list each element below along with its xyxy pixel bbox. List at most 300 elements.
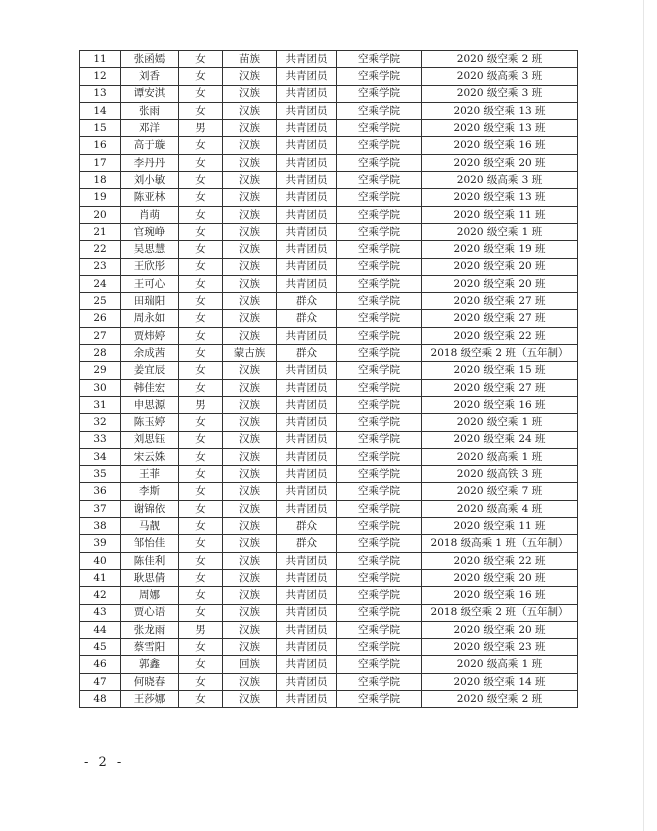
ethnicity-cell: 汉族	[223, 362, 277, 379]
row-number-cell: 17	[80, 154, 121, 171]
political-status-cell: 共青团员	[277, 673, 337, 690]
name-cell: 田瑞阳	[121, 293, 179, 310]
table-row	[80, 120, 578, 137]
gender-cell: 女	[179, 172, 223, 189]
table-row	[80, 621, 578, 638]
political-status-cell: 共青团员	[277, 85, 337, 102]
table-row	[80, 137, 578, 154]
ethnicity-cell: 汉族	[223, 206, 277, 223]
ethnicity-cell: 回族	[223, 656, 277, 673]
class-cell: 2018 级空乘 2 班（五年制）	[422, 345, 578, 362]
class-cell: 2020 级空乘 24 班	[422, 431, 578, 448]
table-row	[80, 172, 578, 189]
name-cell: 官琬峥	[121, 223, 179, 240]
row-number-cell: 40	[80, 552, 121, 569]
ethnicity-cell: 汉族	[223, 587, 277, 604]
class-cell: 2020 级空乘 19 班	[422, 241, 578, 258]
college-cell: 空乘学院	[337, 293, 422, 310]
name-cell: 王菲	[121, 466, 179, 483]
table-row	[80, 310, 578, 327]
name-cell: 张龙雨	[121, 621, 179, 638]
political-status-cell: 共青团员	[277, 483, 337, 500]
name-cell: 刘香	[121, 68, 179, 85]
gender-cell: 女	[179, 362, 223, 379]
gender-cell: 女	[179, 137, 223, 154]
political-status-cell: 群众	[277, 345, 337, 362]
political-status-cell: 共青团员	[277, 656, 337, 673]
name-cell: 蔡雪阳	[121, 639, 179, 656]
row-number-cell: 25	[80, 293, 121, 310]
row-number-cell: 26	[80, 310, 121, 327]
college-cell: 空乘学院	[337, 362, 422, 379]
college-cell: 空乘学院	[337, 448, 422, 465]
ethnicity-cell: 汉族	[223, 68, 277, 85]
political-status-cell: 共青团员	[277, 604, 337, 621]
row-number-cell: 35	[80, 466, 121, 483]
class-cell: 2020 级空乘 3 班	[422, 85, 578, 102]
table-row	[80, 690, 578, 707]
gender-cell: 女	[179, 102, 223, 119]
college-cell: 空乘学院	[337, 206, 422, 223]
gender-cell: 男	[179, 120, 223, 137]
college-cell: 空乘学院	[337, 51, 422, 68]
political-status-cell: 共青团员	[277, 137, 337, 154]
table-row	[80, 639, 578, 656]
class-cell: 2020 级空乘 16 班	[422, 396, 578, 413]
gender-cell: 女	[179, 518, 223, 535]
name-cell: 宋云姝	[121, 448, 179, 465]
class-cell: 2020 级空乘 11 班	[422, 206, 578, 223]
political-status-cell: 共青团员	[277, 569, 337, 586]
row-number-cell: 15	[80, 120, 121, 137]
table-row	[80, 362, 578, 379]
ethnicity-cell: 汉族	[223, 327, 277, 344]
political-status-cell: 共青团员	[277, 379, 337, 396]
class-cell: 2018 级空乘 2 班（五年制）	[422, 604, 578, 621]
table-row	[80, 500, 578, 517]
gender-cell: 女	[179, 68, 223, 85]
row-number-cell: 21	[80, 223, 121, 240]
ethnicity-cell: 汉族	[223, 137, 277, 154]
table-row	[80, 258, 578, 275]
class-cell: 2020 级空乘 22 班	[422, 552, 578, 569]
class-cell: 2020 级空乘 27 班	[422, 310, 578, 327]
table-row	[80, 673, 578, 690]
college-cell: 空乘学院	[337, 552, 422, 569]
ethnicity-cell: 苗族	[223, 51, 277, 68]
political-status-cell: 共青团员	[277, 621, 337, 638]
ethnicity-cell: 汉族	[223, 223, 277, 240]
college-cell: 空乘学院	[337, 137, 422, 154]
gender-cell: 女	[179, 431, 223, 448]
class-cell: 2020 级空乘 1 班	[422, 414, 578, 431]
name-cell: 陈玉婷	[121, 414, 179, 431]
college-cell: 空乘学院	[337, 604, 422, 621]
table-row	[80, 535, 578, 552]
name-cell: 贾炜婷	[121, 327, 179, 344]
gender-cell: 女	[179, 189, 223, 206]
row-number-cell: 44	[80, 621, 121, 638]
gender-cell: 女	[179, 535, 223, 552]
name-cell: 谢锦依	[121, 500, 179, 517]
political-status-cell: 共青团员	[277, 362, 337, 379]
row-number-cell: 30	[80, 379, 121, 396]
row-number-cell: 48	[80, 690, 121, 707]
row-number-cell: 18	[80, 172, 121, 189]
row-number-cell: 41	[80, 569, 121, 586]
political-status-cell: 群众	[277, 293, 337, 310]
class-cell: 2020 级空乘 27 班	[422, 379, 578, 396]
gender-cell: 女	[179, 51, 223, 68]
ethnicity-cell: 汉族	[223, 621, 277, 638]
college-cell: 空乘学院	[337, 518, 422, 535]
class-cell: 2020 级空乘 23 班	[422, 639, 578, 656]
ethnicity-cell: 汉族	[223, 466, 277, 483]
name-cell: 贾心语	[121, 604, 179, 621]
ethnicity-cell: 汉族	[223, 518, 277, 535]
college-cell: 空乘学院	[337, 223, 422, 240]
table-row	[80, 189, 578, 206]
class-cell: 2020 级空乘 2 班	[422, 51, 578, 68]
class-cell: 2020 级空乘 1 班	[422, 223, 578, 240]
gender-cell: 女	[179, 293, 223, 310]
row-number-cell: 33	[80, 431, 121, 448]
gender-cell: 女	[179, 673, 223, 690]
ethnicity-cell: 汉族	[223, 414, 277, 431]
political-status-cell: 共青团员	[277, 690, 337, 707]
row-number-cell: 23	[80, 258, 121, 275]
table-row	[80, 604, 578, 621]
table-row	[80, 68, 578, 85]
gender-cell: 女	[179, 690, 223, 707]
gender-cell: 女	[179, 466, 223, 483]
college-cell: 空乘学院	[337, 414, 422, 431]
name-cell: 余成茜	[121, 345, 179, 362]
name-cell: 姜宜辰	[121, 362, 179, 379]
gender-cell: 男	[179, 621, 223, 638]
row-number-cell: 12	[80, 68, 121, 85]
political-status-cell: 共青团员	[277, 68, 337, 85]
ethnicity-cell: 汉族	[223, 639, 277, 656]
class-cell: 2020 级空乘 2 班	[422, 690, 578, 707]
gender-cell: 女	[179, 310, 223, 327]
gender-cell: 女	[179, 379, 223, 396]
row-number-cell: 29	[80, 362, 121, 379]
class-cell: 2020 级空乘 16 班	[422, 587, 578, 604]
ethnicity-cell: 汉族	[223, 604, 277, 621]
name-cell: 邹怡佳	[121, 535, 179, 552]
gender-cell: 女	[179, 604, 223, 621]
row-number-cell: 16	[80, 137, 121, 154]
gender-cell: 男	[179, 396, 223, 413]
class-cell: 2020 级空乘 20 班	[422, 258, 578, 275]
political-status-cell: 共青团员	[277, 258, 337, 275]
ethnicity-cell: 汉族	[223, 154, 277, 171]
gender-cell: 女	[179, 587, 223, 604]
table-row	[80, 483, 578, 500]
roster-table	[79, 50, 578, 708]
political-status-cell: 共青团员	[277, 189, 337, 206]
gender-cell: 女	[179, 552, 223, 569]
ethnicity-cell: 汉族	[223, 172, 277, 189]
ethnicity-cell: 蒙古族	[223, 345, 277, 362]
class-cell: 2020 级空乘 13 班	[422, 120, 578, 137]
class-cell: 2020 级空乘 16 班	[422, 137, 578, 154]
row-number-cell: 24	[80, 275, 121, 292]
college-cell: 空乘学院	[337, 466, 422, 483]
ethnicity-cell: 汉族	[223, 275, 277, 292]
college-cell: 空乘学院	[337, 431, 422, 448]
college-cell: 空乘学院	[337, 258, 422, 275]
ethnicity-cell: 汉族	[223, 120, 277, 137]
table-row	[80, 518, 578, 535]
row-number-cell: 38	[80, 518, 121, 535]
ethnicity-cell: 汉族	[223, 189, 277, 206]
table-row	[80, 327, 578, 344]
gender-cell: 女	[179, 85, 223, 102]
gender-cell: 女	[179, 327, 223, 344]
row-number-cell: 47	[80, 673, 121, 690]
ethnicity-cell: 汉族	[223, 293, 277, 310]
name-cell: 郭鑫	[121, 656, 179, 673]
table-row	[80, 569, 578, 586]
political-status-cell: 共青团员	[277, 552, 337, 569]
name-cell: 张函嫣	[121, 51, 179, 68]
table-row	[80, 431, 578, 448]
political-status-cell: 共青团员	[277, 120, 337, 137]
ethnicity-cell: 汉族	[223, 569, 277, 586]
political-status-cell: 共青团员	[277, 466, 337, 483]
name-cell: 李斯	[121, 483, 179, 500]
college-cell: 空乘学院	[337, 379, 422, 396]
class-cell: 2020 级高乘 1 班	[422, 448, 578, 465]
row-number-cell: 22	[80, 241, 121, 258]
table-row	[80, 587, 578, 604]
political-status-cell: 共青团员	[277, 639, 337, 656]
ethnicity-cell: 汉族	[223, 431, 277, 448]
college-cell: 空乘学院	[337, 621, 422, 638]
political-status-cell: 共青团员	[277, 396, 337, 413]
ethnicity-cell: 汉族	[223, 483, 277, 500]
table-row	[80, 345, 578, 362]
political-status-cell: 群众	[277, 310, 337, 327]
name-cell: 马靓	[121, 518, 179, 535]
name-cell: 谭安淇	[121, 85, 179, 102]
class-cell: 2020 级空乘 13 班	[422, 189, 578, 206]
name-cell: 肖萌	[121, 206, 179, 223]
name-cell: 李丹丹	[121, 154, 179, 171]
gender-cell: 女	[179, 500, 223, 517]
row-number-cell: 42	[80, 587, 121, 604]
row-number-cell: 34	[80, 448, 121, 465]
political-status-cell: 共青团员	[277, 327, 337, 344]
college-cell: 空乘学院	[337, 345, 422, 362]
class-cell: 2020 级空乘 27 班	[422, 293, 578, 310]
gender-cell: 女	[179, 154, 223, 171]
college-cell: 空乘学院	[337, 500, 422, 517]
gender-cell: 女	[179, 275, 223, 292]
college-cell: 空乘学院	[337, 68, 422, 85]
college-cell: 空乘学院	[337, 639, 422, 656]
row-number-cell: 13	[80, 85, 121, 102]
political-status-cell: 共青团员	[277, 431, 337, 448]
ethnicity-cell: 汉族	[223, 448, 277, 465]
college-cell: 空乘学院	[337, 120, 422, 137]
ethnicity-cell: 汉族	[223, 85, 277, 102]
college-cell: 空乘学院	[337, 85, 422, 102]
name-cell: 张雨	[121, 102, 179, 119]
gender-cell: 女	[179, 448, 223, 465]
gender-cell: 女	[179, 639, 223, 656]
college-cell: 空乘学院	[337, 396, 422, 413]
political-status-cell: 共青团员	[277, 448, 337, 465]
political-status-cell: 共青团员	[277, 154, 337, 171]
college-cell: 空乘学院	[337, 327, 422, 344]
gender-cell: 女	[179, 656, 223, 673]
class-cell: 2020 级高乘 3 班	[422, 172, 578, 189]
college-cell: 空乘学院	[337, 569, 422, 586]
ethnicity-cell: 汉族	[223, 535, 277, 552]
class-cell: 2020 级空乘 20 班	[422, 154, 578, 171]
college-cell: 空乘学院	[337, 189, 422, 206]
row-number-cell: 11	[80, 51, 121, 68]
name-cell: 周娜	[121, 587, 179, 604]
political-status-cell: 共青团员	[277, 51, 337, 68]
ethnicity-cell: 汉族	[223, 552, 277, 569]
table-row	[80, 414, 578, 431]
ethnicity-cell: 汉族	[223, 673, 277, 690]
gender-cell: 女	[179, 258, 223, 275]
class-cell: 2020 级高乘 3 班	[422, 68, 578, 85]
college-cell: 空乘学院	[337, 172, 422, 189]
college-cell: 空乘学院	[337, 690, 422, 707]
gender-cell: 女	[179, 483, 223, 500]
row-number-cell: 19	[80, 189, 121, 206]
gender-cell: 女	[179, 223, 223, 240]
college-cell: 空乘学院	[337, 656, 422, 673]
political-status-cell: 共青团员	[277, 172, 337, 189]
name-cell: 何晓春	[121, 673, 179, 690]
row-number-cell: 46	[80, 656, 121, 673]
page-number: - 2 -	[84, 755, 125, 770]
class-cell: 2020 级空乘 22 班	[422, 327, 578, 344]
table-row	[80, 154, 578, 171]
ethnicity-cell: 汉族	[223, 500, 277, 517]
political-status-cell: 共青团员	[277, 500, 337, 517]
gender-cell: 女	[179, 345, 223, 362]
political-status-cell: 共青团员	[277, 275, 337, 292]
name-cell: 邓洋	[121, 120, 179, 137]
college-cell: 空乘学院	[337, 535, 422, 552]
political-status-cell: 群众	[277, 535, 337, 552]
class-cell: 2020 级空乘 13 班	[422, 102, 578, 119]
college-cell: 空乘学院	[337, 102, 422, 119]
gender-cell: 女	[179, 206, 223, 223]
name-cell: 刘小敏	[121, 172, 179, 189]
row-number-cell: 20	[80, 206, 121, 223]
row-number-cell: 32	[80, 414, 121, 431]
class-cell: 2020 级高铁 3 班	[422, 466, 578, 483]
political-status-cell: 共青团员	[277, 414, 337, 431]
political-status-cell: 共青团员	[277, 206, 337, 223]
class-cell: 2020 级空乘 11 班	[422, 518, 578, 535]
class-cell: 2020 级空乘 15 班	[422, 362, 578, 379]
political-status-cell: 共青团员	[277, 587, 337, 604]
political-status-cell: 群众	[277, 518, 337, 535]
ethnicity-cell: 汉族	[223, 379, 277, 396]
gender-cell: 女	[179, 414, 223, 431]
row-number-cell: 39	[80, 535, 121, 552]
row-number-cell: 45	[80, 639, 121, 656]
name-cell: 高于璇	[121, 137, 179, 154]
table-row	[80, 552, 578, 569]
name-cell: 韩佳宏	[121, 379, 179, 396]
name-cell: 吴思慧	[121, 241, 179, 258]
ethnicity-cell: 汉族	[223, 102, 277, 119]
roster-table-body	[80, 51, 578, 708]
class-cell: 2020 级高乘 1 班	[422, 656, 578, 673]
table-row	[80, 102, 578, 119]
class-cell: 2020 级高乘 4 班	[422, 500, 578, 517]
gender-cell: 女	[179, 569, 223, 586]
row-number-cell: 31	[80, 396, 121, 413]
gender-cell: 女	[179, 241, 223, 258]
row-number-cell: 43	[80, 604, 121, 621]
table-row	[80, 85, 578, 102]
table-row	[80, 206, 578, 223]
name-cell: 申思源	[121, 396, 179, 413]
college-cell: 空乘学院	[337, 310, 422, 327]
name-cell: 周永如	[121, 310, 179, 327]
class-cell: 2018 级高乘 1 班（五年制）	[422, 535, 578, 552]
table-row	[80, 448, 578, 465]
name-cell: 王莎娜	[121, 690, 179, 707]
table-row	[80, 379, 578, 396]
name-cell: 陈佳利	[121, 552, 179, 569]
table-row	[80, 396, 578, 413]
ethnicity-cell: 汉族	[223, 396, 277, 413]
name-cell: 刘思钰	[121, 431, 179, 448]
college-cell: 空乘学院	[337, 241, 422, 258]
college-cell: 空乘学院	[337, 483, 422, 500]
college-cell: 空乘学院	[337, 154, 422, 171]
row-number-cell: 37	[80, 500, 121, 517]
name-cell: 陈亚林	[121, 189, 179, 206]
class-cell: 2020 级空乘 20 班	[422, 569, 578, 586]
table-row	[80, 656, 578, 673]
table-row	[80, 293, 578, 310]
college-cell: 空乘学院	[337, 673, 422, 690]
page-edge-line	[643, 0, 644, 831]
ethnicity-cell: 汉族	[223, 310, 277, 327]
college-cell: 空乘学院	[337, 587, 422, 604]
name-cell: 王欣彤	[121, 258, 179, 275]
row-number-cell: 14	[80, 102, 121, 119]
row-number-cell: 28	[80, 345, 121, 362]
row-number-cell: 27	[80, 327, 121, 344]
table-row	[80, 51, 578, 68]
table-row	[80, 241, 578, 258]
table-row	[80, 223, 578, 240]
class-cell: 2020 级空乘 20 班	[422, 275, 578, 292]
ethnicity-cell: 汉族	[223, 241, 277, 258]
ethnicity-cell: 汉族	[223, 690, 277, 707]
political-status-cell: 共青团员	[277, 241, 337, 258]
political-status-cell: 共青团员	[277, 102, 337, 119]
class-cell: 2020 级空乘 7 班	[422, 483, 578, 500]
name-cell: 耿思倩	[121, 569, 179, 586]
name-cell: 王可心	[121, 275, 179, 292]
